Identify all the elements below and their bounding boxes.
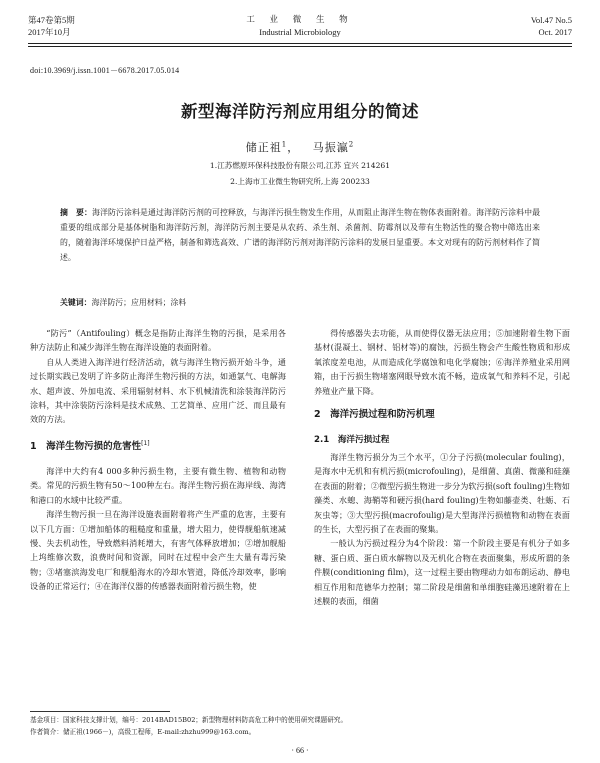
paragraph: 得传感器失去功能，从而使得仪器无法应用；⑤加速附着生物下面基材(混凝土、钢材、铝材等)的腐蚀，污损生物会产生酸性物质和形成氧浓度差电池，从而造成化学腐蚀和电化学腐蚀；⑥海洋养殖业采用网箱，由于污损生物堵塞网眼导致水流不畅，造成氧气和养料不足，引起养殖业产量下降。 xyxy=(314,328,570,396)
abstract xyxy=(60,205,540,265)
abstract-label: 摘 要： xyxy=(60,208,93,217)
section-heading: 2 海洋污损过程和防污机理 xyxy=(314,409,435,421)
section-heading: 1 海洋生物污损的危害性[1] xyxy=(30,439,150,452)
subsection-heading: 2.1 海洋污损过程 xyxy=(314,435,390,446)
footnote-rule xyxy=(30,711,170,712)
paragraph: 自从人类进入海洋进行经济活动，就与海洋生物污损开始斗争，通过长期实践已发明了许多防止海洋生物污损的方法，如通氯气、电解海水、超声波、外加电流、采用辐射材料、水下机械清洗和涂装海洋防污涂料，其中涂装防污涂料是技术成熟、工艺简单、应用广泛、而且最有效的方法。 xyxy=(30,356,286,425)
body-column-right xyxy=(314,326,570,609)
journal-volume-info-en: Vol.47 No.5 Oct. 2017 xyxy=(530,15,572,37)
paper-title: 新型海洋防污剂应用组分的简述 xyxy=(181,102,419,121)
body-column-left xyxy=(30,326,286,594)
paragraph: 海洋生物污损一旦在海洋设施表面附着将产生严重的危害，主要有以下几方面：①增加船体的粗糙度和重量，增大阻力，使得舰船航速减慢、失去机动性，导致燃料消耗增大，有害气体释放增加；②增加舰船上坞维修次数，浪费时间和资源，同时在过程中会产生大量有毒污染物；③堵塞滨海发电厂和舰船海水的冷却水管道，降低冷却效率，影响设备的正常运行；④在海洋仪器的传感器表面附着污损生物，使 xyxy=(30,509,286,592)
running-header xyxy=(28,12,572,44)
footnote-author: 作者简介：储正祖(1966－)，高级工程师，E-mail:zhzhu999@163.com。 xyxy=(30,728,256,736)
affiliation-2: 2.上海市工业微生物研究所,上海 200233 xyxy=(230,177,370,186)
doi: doi:10.3969/j.issn.1001－6678.2017.05.014 xyxy=(30,66,180,75)
abstract-text: 海洋防污涂料是通过海洋防污剂的可控释放，与海洋污损生物发生作用，从而阻止海洋生物在物体表面附着。海洋防污涂料中最重要的组成部分是基体树脂和海洋防污剂，海洋防污剂主要是从农药、杀生剂、杀菌剂、防霉剂以及带有生物活性的聚合物中筛选出来的，随着海洋环境保护日益严格，制备和筛选高效、广谱的海洋防污剂对海洋防污涂料的发展日显重要。本文对现有的防污剂材料作了简述。 xyxy=(60,208,540,262)
page-number: · 66 · xyxy=(291,746,309,755)
keywords-text: 海洋防污；应用材料；涂料 xyxy=(91,298,187,307)
author-name: 马振瀛 xyxy=(312,141,349,154)
keywords-label: 关键词： xyxy=(60,298,92,307)
journal-name: 工 业 微 生 物 Industrial Microbiology xyxy=(246,15,354,37)
affiliation-1: 1.江苏燃原环保科技股份有限公司,江苏 宜兴 214261 xyxy=(209,161,391,170)
paragraph: 海洋中大约有4 000多种污损生物，主要有微生物、植物和动物类。常见的污损生物有50～100种左右。海洋生物污损在海岸线、海湾和港口的水域中比较严重。 xyxy=(30,466,286,505)
journal-volume-info: 第47卷第5期 2017年10月 xyxy=(28,15,75,37)
author-list: 储正祖$^1$， 马振瀛$^2$ xyxy=(245,140,355,154)
paragraph: 一般认为污损过程分为4个阶段：第一个阶段主要是有机分子如多糖、蛋白质、蛋白质水解物以及无机化合物在表面聚集，形成所谓的条件膜(conditioning film)，这一过程主要由物理动力如布朗运动、静电相互作用和范德华力控制；第二阶段是细菌和单细胞硅藻迅速附着在上述膜的表面，细菌 xyxy=(314,538,570,607)
author-name: 储正祖 xyxy=(245,141,282,154)
keywords xyxy=(60,295,540,310)
paragraph: 海洋生物污损分为三个水平，①分子污损(molecular fouling)，是海水中无机和有机污损(microfouling)，是细菌、真菌、微藻和硅藻在表面的附着；②微型污损生物进一步分为软污损(soft fouling)生物如藻类、水螅、海鞘等和硬污损(hard fouling)生物如藤壶类、牡蛎、石灰虫等；③大型污损(macrofoulig)是大型海洋污损植物和动物在表面的生长，大型污损了在表面的聚集。 xyxy=(314,452,570,535)
header-rule xyxy=(28,43,572,44)
footnote-fund: 基金项目：国家科技支撑计划，编号：2014BAD15B02；新型物理材料防高危工种中的使用研究课题研究。 xyxy=(30,716,348,724)
header-rule-thin xyxy=(28,46,572,47)
paragraph: “防污”（Antifouling）概念是指防止海洋生物的污损，是采用各种方法防止和减少海洋生物在海洋设施的表面附着。 xyxy=(30,328,286,353)
